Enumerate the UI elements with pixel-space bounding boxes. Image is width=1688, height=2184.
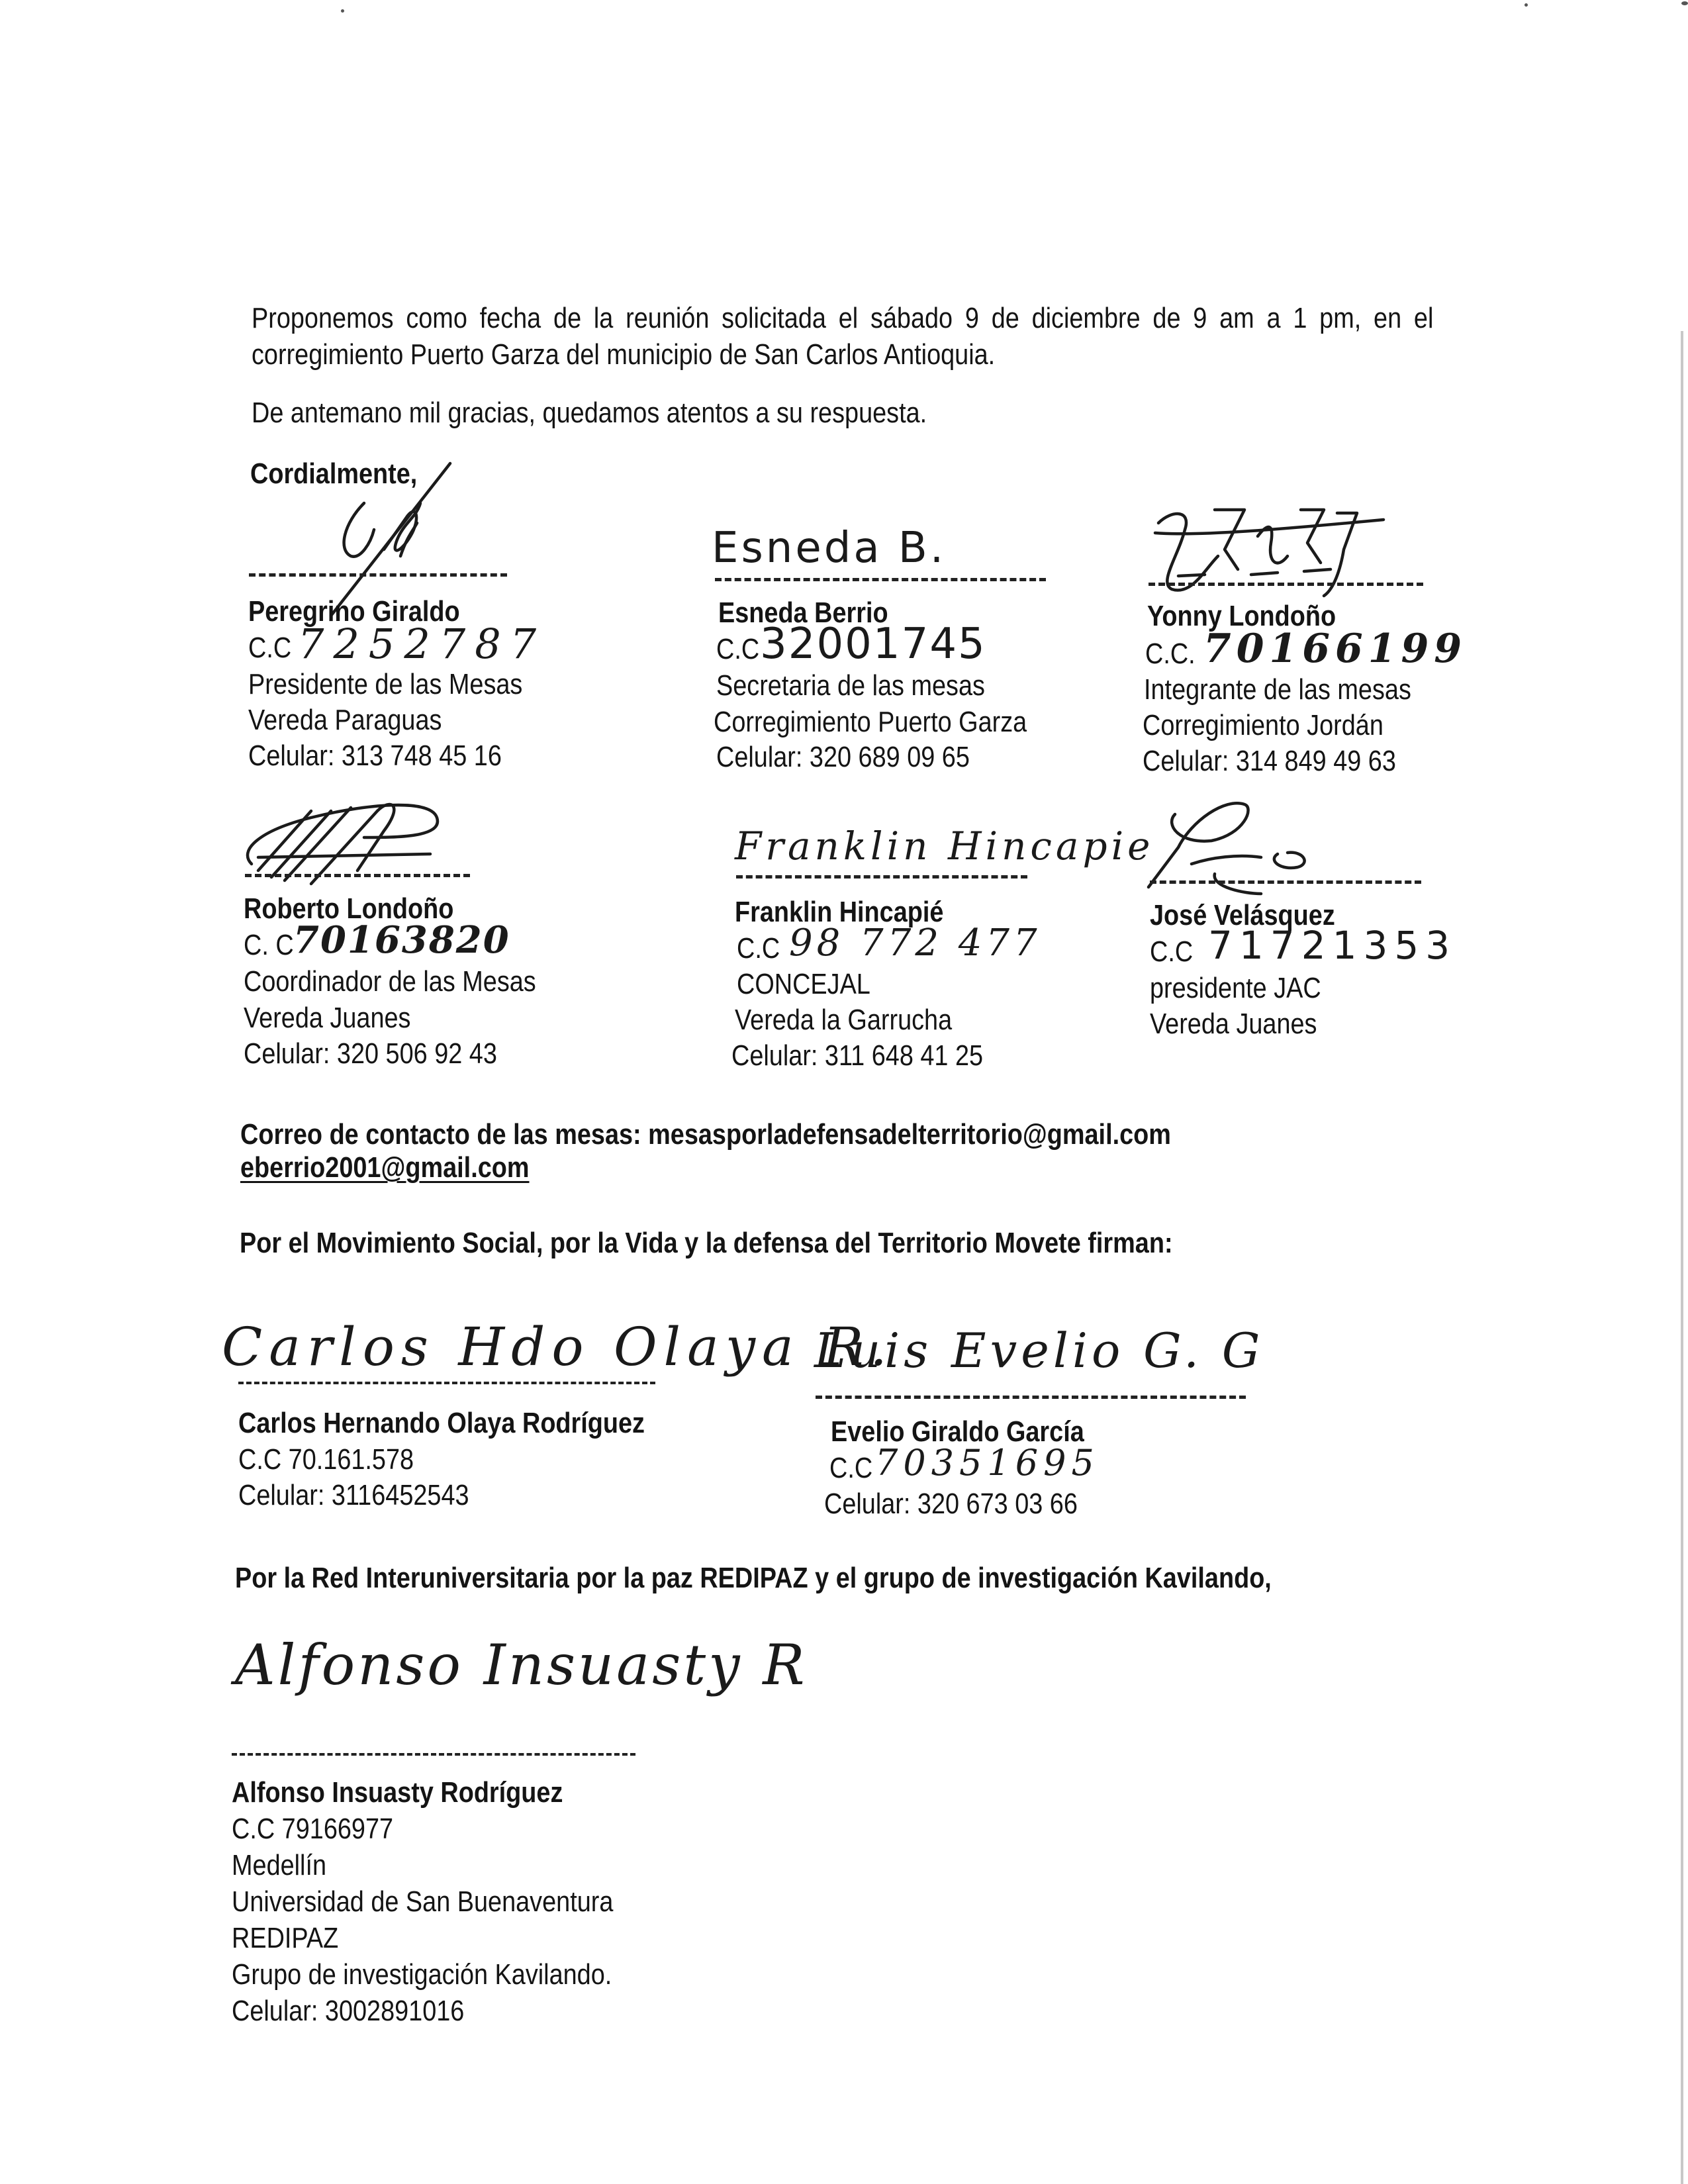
signatory-role: CONCEJAL — [737, 968, 870, 1000]
cc-number-handwritten: 71721353 — [1208, 923, 1457, 968]
signatory-phone: Celular: 320 673 03 66 — [824, 1488, 1078, 1520]
signatory-phone: Celular: 314 849 49 63 — [1143, 745, 1396, 777]
signatory-name: Yonny Londoño — [1147, 600, 1336, 632]
signature-line — [1149, 583, 1423, 586]
signatory-name: Roberto Londoño — [244, 892, 454, 925]
signatory-role: Presidente de las Mesas — [248, 668, 523, 700]
signatory-name: Franklin Hincapié — [735, 896, 944, 928]
signatory-place: Corregimiento Jordán — [1143, 709, 1383, 741]
signature-line — [249, 573, 507, 577]
signatory-university: Universidad de San Buenaventura — [232, 1885, 614, 1918]
movete-heading: Por el Movimiento Social, por la Vida y la defensa del Territorio Movete firman: — [240, 1227, 1173, 1259]
signature-esneda-berrio: Esneda B. — [712, 524, 947, 573]
signature-carlos-olaya: Carlos Hdo Olaya R. — [222, 1316, 894, 1378]
signature-line — [245, 874, 470, 877]
signature-franklin-hincapie: Franklin Hincapie — [735, 824, 1154, 869]
contact-email-line: Correo de contacto de las mesas: mesasporladefensadelterritorio@gmail.com — [240, 1118, 1171, 1151]
signature-line — [238, 1382, 655, 1384]
scan-speck — [1681, 1, 1688, 5]
signatory-phone: Celular: 3002891016 — [232, 1995, 465, 2027]
scan-speck — [1524, 3, 1528, 7]
cc-number-handwritten: 70163820 — [293, 918, 510, 962]
signature-line — [816, 1396, 1246, 1399]
signatory-place: Vereda Juanes — [244, 1002, 411, 1034]
cc-label: C.C — [248, 632, 292, 664]
redipaz-heading: Por la Red Interuniversitaria por la paz REDIPAZ y el grupo de investigación Kavilando, — [235, 1562, 1272, 1594]
intro-line-1: Proponemos como fecha de la reunión solicitada el sábado 9 de diciembre de 9 am a 1 pm, en el — [252, 302, 1434, 334]
signatory-place: Vereda la Garrucha — [735, 1004, 953, 1036]
thanks-line: De antemano mil gracias, quedamos atentos a su respuesta. — [252, 397, 927, 429]
signature-line — [715, 578, 1046, 581]
signatory-phone: Celular: 313 748 45 16 — [248, 739, 502, 772]
signatory-phone: Celular: 3116452543 — [238, 1479, 469, 1511]
signature-evelio-giraldo: Luis Evelio G. G — [814, 1323, 1264, 1378]
cc-label: C.C — [829, 1452, 873, 1484]
signature-jose-velasquez — [1139, 794, 1350, 894]
signatory-role: Secretaria de las mesas — [716, 669, 985, 702]
signatory-name: José Velásquez — [1150, 899, 1335, 931]
signatory-name: Alfonso Insuasty Rodríguez — [232, 1776, 563, 1809]
email-link[interactable]: eberrio2001@gmail.com — [240, 1151, 530, 1184]
cc-number-handwritten: 70351695 — [875, 1442, 1100, 1484]
signatory-name: Evelio Giraldo García — [831, 1415, 1084, 1448]
signature-yonny-londono — [1145, 497, 1397, 609]
signatory-place: Vereda Paraguas — [248, 704, 442, 736]
signatory-group: Grupo de investigación Kavilando. — [232, 1958, 612, 1991]
signatory-name: Peregrino Giraldo — [248, 595, 460, 628]
signature-line — [1150, 880, 1421, 884]
signatory-cc: C.C 79166977 — [232, 1813, 394, 1845]
signature-line — [736, 875, 1027, 878]
signatory-role: presidente JAC — [1150, 972, 1321, 1004]
signatory-network: REDIPAZ — [232, 1922, 339, 1954]
signatory-role: Coordinador de las Mesas — [244, 965, 536, 998]
scan-speck — [341, 9, 344, 13]
signatory-place: Vereda Juanes — [1150, 1008, 1317, 1040]
cc-number-handwritten: 32001745 — [760, 620, 986, 669]
cc-label: C.C — [716, 633, 760, 665]
signatory-place: Corregimiento Puerto Garza — [714, 706, 1027, 738]
closing-salutation: Cordialmente, — [250, 457, 418, 490]
signature-alfonso-insuasty: Alfonso Insuasty R — [235, 1633, 808, 1697]
scan-edge-line — [1681, 331, 1683, 2184]
signature-line — [232, 1753, 635, 1756]
cc-label: C.C — [1150, 935, 1194, 968]
signatory-phone: Celular: 311 648 41 25 — [731, 1039, 984, 1072]
cc-number-handwritten: 98 772 477 — [789, 922, 1041, 965]
signatory-name: Esneda Berrio — [718, 596, 888, 629]
cc-number-handwritten: 70166199 — [1203, 626, 1467, 672]
signatory-cc: C.C 70.161.578 — [238, 1443, 414, 1476]
signatory-city: Medellín — [232, 1849, 327, 1881]
cc-number-handwritten: 7252787 — [298, 620, 546, 668]
signatory-phone: Celular: 320 689 09 65 — [716, 741, 970, 773]
signatory-name: Carlos Hernando Olaya Rodríguez — [238, 1407, 645, 1439]
signatory-phone: Celular: 320 506 92 43 — [244, 1037, 497, 1070]
cc-label: C.C. — [1145, 638, 1196, 670]
intro-line-2: corregimiento Puerto Garza del municipio de San Carlos Antioquia. — [252, 338, 996, 371]
cc-label: C. C — [244, 929, 294, 961]
signatory-role: Integrante de las mesas — [1144, 673, 1411, 706]
cc-label: C.C — [737, 932, 780, 965]
